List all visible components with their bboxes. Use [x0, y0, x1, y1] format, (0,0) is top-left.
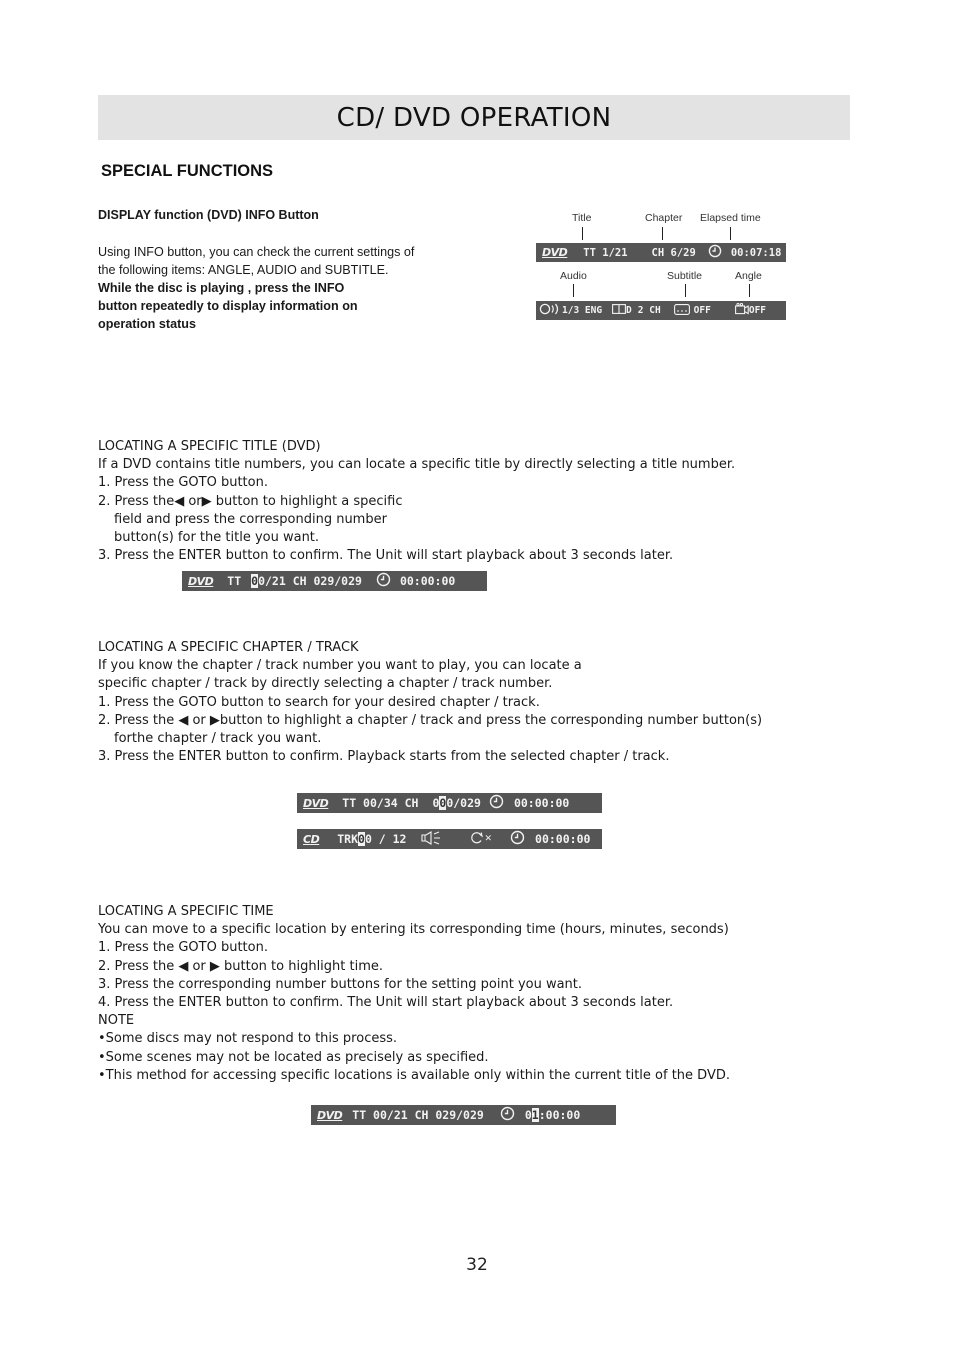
note-item: •Some discs may not respond to this process.: [98, 1031, 398, 1047]
text-line: 1. Press the GOTO button.: [98, 940, 268, 956]
locate-title-section: [98, 438, 818, 565]
osd-trk: TRK: [337, 832, 358, 846]
clock-icon: [489, 794, 504, 812]
section-heading: LOCATING A SPECIFIC TITLE (DVD): [98, 439, 321, 454]
dvd-logo: DVD: [542, 246, 568, 259]
section-title: SPECIAL FUNCTIONS: [101, 162, 274, 180]
label-angle: Angle: [735, 270, 762, 282]
text-line: 2. Press the ◀ or ▶button to highlight a chapter / track and press the corresponding number button(s): [98, 712, 763, 728]
osd-highlight-digit: 1: [531, 1108, 539, 1122]
text-line: 2. Press the◀ or▶ button to highlight a specific: [98, 493, 403, 509]
pointer-line: [685, 284, 686, 297]
osd-angle: OFF: [748, 305, 767, 316]
text-line: 1. Press the GOTO button to search for your desired chapter / track.: [98, 694, 540, 710]
chapter-search-osd-bar-dvd: [297, 793, 602, 813]
note-item: •This method for accessing specific locations is available only within the current title of the DVD.: [98, 1067, 730, 1083]
clock-icon: [500, 1106, 515, 1124]
text-line: 3. Press the ENTER button to confirm. The Unit will start playback about 3 seconds later.: [98, 548, 674, 564]
text-line: You can move to a specific location by entering its corresponding time (hours, minutes, seconds): [98, 922, 729, 938]
osd-chapter: CH 6/29: [651, 246, 696, 259]
osd-highlight-digit: 0: [439, 796, 447, 810]
text-line: 3. Press the ENTER button to confirm. Playback starts from the selected chapter / track.: [98, 749, 670, 765]
osd-subtitle: OFF: [693, 305, 711, 316]
text-line: forthe chapter / track you want.: [114, 731, 322, 747]
label-audio: Audio: [560, 270, 587, 282]
text-line: button(s) for the title you want.: [114, 530, 320, 546]
repeat-icon: [470, 831, 484, 848]
text-line: field and press the corresponding number: [114, 511, 387, 527]
dolby-icon: [612, 304, 626, 317]
info-bold-line: operation status: [98, 317, 196, 331]
osd-title: TT 1/21: [583, 246, 628, 259]
info-osd-bar-1: [536, 243, 786, 262]
time-search-osd-bar: [311, 1105, 616, 1125]
text-line: 3. Press the corresponding number buttons for the setting point you want.: [98, 976, 583, 992]
locate-chapter-section: [98, 639, 818, 766]
page-number: 32: [466, 1255, 488, 1275]
osd-title-chapter: 0/21 CH 029/029: [258, 574, 362, 588]
section-heading: LOCATING A SPECIFIC TIME: [98, 904, 274, 919]
osd-repeat-off: ✕: [484, 834, 493, 844]
osd-digit: 0: [524, 1108, 532, 1122]
info-bold-line: button repeatedly to display information on: [98, 299, 358, 313]
osd-audio: 1/3 ENG: [562, 305, 603, 316]
title-search-osd-bar: [182, 571, 487, 591]
cd-logo: CD: [303, 832, 320, 846]
pointer-line: [582, 227, 583, 240]
audio-icon: [539, 303, 561, 318]
osd-track: 0 / 12: [364, 832, 407, 846]
subtitle-icon: [674, 304, 690, 318]
pointer-line: [730, 227, 731, 240]
note-heading: NOTE: [98, 1013, 135, 1029]
osd-digit: 0: [432, 796, 440, 810]
chapter-search-osd-bar-cd: [297, 829, 602, 849]
info-osd-diagram: [536, 210, 788, 322]
text-line: 2. Press the ◀ or ▶ button to highlight time.: [98, 958, 384, 974]
speaker-icon: [420, 831, 444, 848]
osd-tt: TT: [227, 574, 242, 588]
section-heading: LOCATING A SPECIFIC CHAPTER / TRACK: [98, 640, 359, 655]
text-line: 4. Press the ENTER button to confirm. The Unit will start playback about 3 seconds later.: [98, 995, 674, 1011]
locate-time-section: [98, 903, 818, 1085]
osd-tt-ch: TT 00/21 CH 029/029: [352, 1108, 484, 1122]
osd-time: 00:00:00: [535, 832, 591, 846]
angle-icon: [735, 303, 749, 318]
info-line: the following items: ANGLE, AUDIO and SUBTITLE.: [98, 263, 389, 277]
dvd-logo: DVD: [303, 796, 329, 810]
osd-channels: 2 CH: [637, 305, 661, 316]
clock-icon: [708, 244, 722, 261]
pointer-line: [662, 227, 663, 240]
label-chapter: Chapter: [645, 212, 683, 224]
label-subtitle: Subtitle: [667, 270, 703, 282]
osd-highlight-digit: 0: [251, 574, 259, 588]
pointer-line: [573, 284, 574, 297]
osd-elapsed-time: 00:07:18: [730, 246, 782, 259]
info-line: Using INFO button, you can check the current settings of: [98, 245, 415, 259]
label-title: Title: [572, 212, 592, 224]
note-item: •Some scenes may not be located as precisely as specified.: [98, 1049, 489, 1065]
osd-chapter: 0/029: [446, 796, 481, 810]
text-line: specific chapter / track by directly selecting a chapter / track number.: [98, 676, 553, 692]
info-bold-line: While the disc is playing , press the INFO: [98, 281, 345, 295]
page-title-banner: [98, 95, 850, 140]
osd-time: 00:00:00: [513, 796, 570, 810]
clock-icon: [510, 830, 525, 848]
info-osd-bar-2: [536, 301, 786, 320]
osd-tt-ch: TT 00/34 CH: [342, 796, 419, 810]
page-title: CD/ DVD OPERATION: [336, 102, 612, 133]
osd-time: 00:00:00: [399, 574, 456, 588]
osd-highlight-digit: 0: [358, 832, 365, 846]
clock-icon: [376, 572, 391, 590]
osd-dolby-d: D: [626, 305, 632, 316]
text-line: If a DVD contains title numbers, you can locate a specific title by directly selecting a title number.: [98, 457, 736, 473]
osd-time: :00:00: [538, 1108, 581, 1122]
info-heading: DISPLAY function (DVD) INFO Button: [98, 208, 319, 222]
pointer-line: [749, 284, 750, 297]
dvd-logo: DVD: [317, 1108, 343, 1122]
label-elapsed-time: Elapsed time: [700, 212, 761, 224]
text-line: 1. Press the GOTO button.: [98, 475, 268, 491]
text-line: If you know the chapter / track number you want to play, you can locate a: [98, 658, 582, 674]
dvd-logo: DVD: [188, 574, 214, 588]
info-description: [98, 243, 458, 333]
